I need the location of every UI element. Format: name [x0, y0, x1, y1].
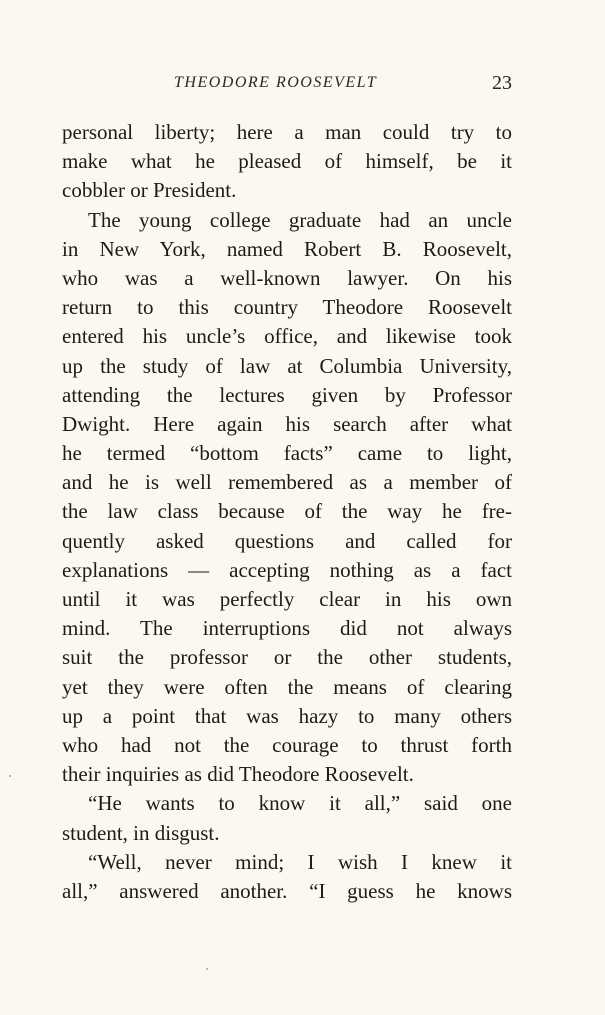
text-line: in New York, named Robert B. Roosevelt,: [62, 236, 512, 261]
text-line: explanations — accepting nothing as a fact: [62, 557, 512, 582]
text-line: “Well, never mind; I wish I knew it: [88, 849, 512, 874]
text-line: up a point that was hazy to many others: [62, 703, 512, 728]
text-line: entered his uncle’s office, and likewise took: [62, 324, 512, 349]
text-line: until it was perfectly clear in his own: [62, 587, 512, 611]
text-line: mind. The interruptions did not always: [62, 616, 512, 641]
text-line: their inquiries as did Theodore Roosevelt.: [62, 762, 414, 787]
text-line: Dwight. Here again his search after what: [62, 411, 512, 436]
paper-speck: [9, 775, 11, 777]
text-line: personal liberty; here a man could try to: [62, 120, 512, 144]
text-line: make what he pleased of himself, be it: [62, 149, 512, 174]
text-line: “He wants to know it all,” said one: [88, 791, 512, 816]
running-title: THEODORE ROOSEVELT: [174, 74, 378, 91]
text-line: student, in disgust.: [62, 820, 220, 845]
text-line: quently asked questions and called for: [62, 528, 512, 553]
running-head: [62, 72, 512, 96]
paper-speck: [206, 968, 208, 970]
text-line: the law class because of the way he fre-: [62, 499, 512, 524]
text-line: cobbler or President.: [62, 178, 237, 203]
text-line: The young college graduate had an uncle: [88, 207, 512, 232]
text-line: attending the lectures given by Professor: [62, 382, 512, 407]
text-line: all,” answered another. “I guess he knows: [62, 878, 512, 903]
text-line: and he is well remembered as a member of: [62, 470, 512, 495]
text-line: suit the professor or the other students,: [62, 645, 512, 670]
text-line: who was a well-known lawyer. On his: [62, 265, 512, 290]
text-line: he termed “bottom facts” came to light,: [62, 441, 512, 466]
text-line: return to this country Theodore Roosevelt: [62, 295, 512, 320]
body-text: [62, 118, 512, 906]
text-line: up the study of law at Columbia University,: [62, 353, 512, 378]
text-line: who had not the courage to thrust forth: [62, 732, 512, 757]
page-number: 23: [492, 72, 512, 94]
text-line: yet they were often the means of clearing: [62, 674, 512, 699]
